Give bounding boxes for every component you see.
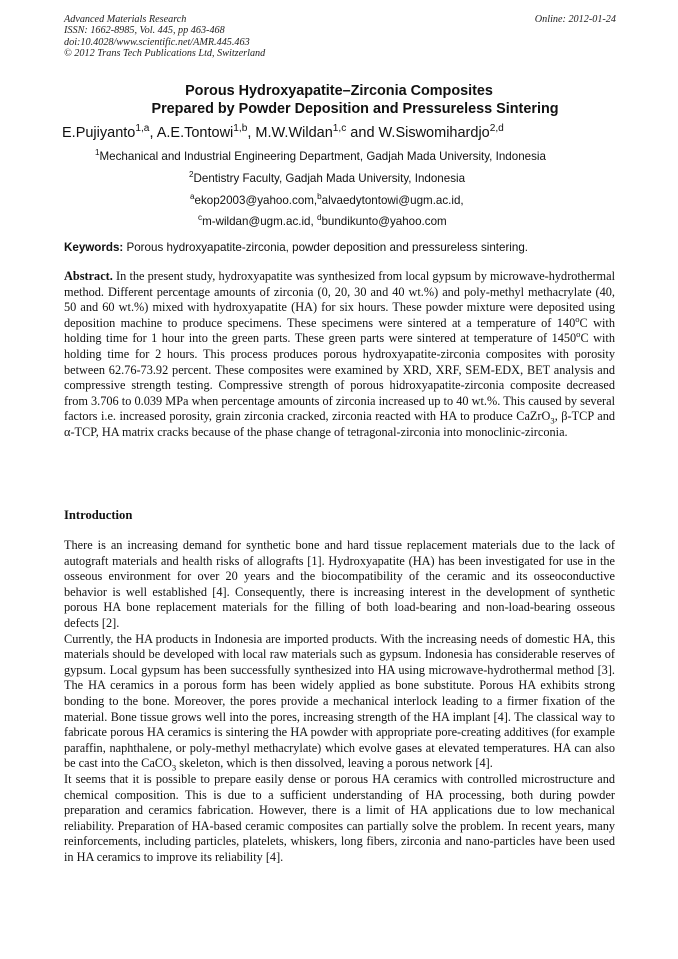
title-line-2: Prepared by Powder Deposition and Pressureless Sintering <box>151 101 559 117</box>
author-list <box>62 125 622 141</box>
introduction-heading: Introduction <box>64 508 133 522</box>
intro-paragraph-1: There is an increasing demand for synthetic bone and hard tissue replacement materials due to the lack of autograft materials and health risks of allografts [1]. Hydroxyapatite (HA) has been investigated for use in the osseous environment for over 20 years and the biocompatibility of the ceramic and its osseoconductive behavior is well established [4]. Consequently, there is increasing interest in the development of synthetic porous HA bone replacement materials for the filling of both load-bearing and non-load-bearing osseous defects [2]. <box>64 538 615 630</box>
journal-header <box>64 14 616 59</box>
author-2: A.E.Tontowi$^{1,b}$, <box>156 123 256 141</box>
keywords-text: Porous hydroxyapatite-zirconia, powder deposition and pressureless sintering. <box>123 241 528 254</box>
email-c: m-wildan@ugm.ac.id, <box>202 215 314 228</box>
abstract <box>64 269 615 441</box>
email-a: ekop2003@yahoo.com, <box>194 194 318 207</box>
doi-line: doi:10.4028/www.scientific.net/AMR.445.463 <box>64 36 250 48</box>
abstract-label: Abstract. <box>64 269 113 283</box>
intro-paragraph-3: It seems that it is possible to prepare easily dense or porous HA ceramics with controlled microstructure and chemical composition. This is due to a sufficient understanding of HA processing, both during powder preparation and ceramics fabrication. However, there is a limit of HA applications due to low mechanical reliability. Preparation of HA-based ceramic composites can partially solve the problem. In recent years, many reinforcements, including particles, platelets, whiskers, long fibers, zirconia and nano-particles have been used in HA ceramics to improve its reliability [4]. <box>64 771 615 864</box>
intro-paragraph-2: Currently, the HA products in Indonesia are imported products. With the increasing needs of domestic HA, this materials should be developed with local raw materials such as gypsum. Indonesia has considerable reserves of gypsum. Local gypsum has been successfully synthesized into HA using microwave-hydrothermal method [3]. The HA ceramics in a porous form has been widely applied as bone substitute. Porous HA exhibits strong bonding to the bone. Moreover, the pores provide a mechanical interlock leading to a firmer fixation of the material. Bone tissue grows well into the pores, increasing strength of the HA implant [4]. The classical way to fabricate porous HA ceramics is sintering the HA powder with appropriate pore-creating additives (for example paraffin, naphthalene, or poly-methyl methacrylate) which evolve gases at elevated temperatures. HA can also be cast into the CaCO$_3$ skeleton, which is then dissolved, leaving a porous network [4]. <box>64 631 615 773</box>
email-d: bundikunto@yahoo.com <box>321 215 447 228</box>
online-date: Online: 2012-01-24 <box>534 14 616 25</box>
copyright-line: © 2012 Trans Tech Publications Ltd, Switzerland <box>64 47 266 59</box>
author-1: E.Pujiyanto$^{1,a}$, <box>62 123 157 141</box>
email-line-1: $^a$ekop2003@yahoo.com,$^b$alvaedytontowi@ugm.ac.id, <box>190 192 464 207</box>
keywords-label: Keywords: <box>64 241 124 254</box>
affiliation-2: $^2$Dentistry Faculty, Gadjah Mada University, Indonesia <box>189 170 466 185</box>
affiliation-1: $^1$Mechanical and Industrial Engineering Department, Gadjah Mada University, Indonesia <box>95 148 546 163</box>
paper-title <box>64 82 614 118</box>
title-line-1: Porous Hydroxyapatite–Zirconia Composites <box>185 83 493 99</box>
journal-name: Advanced Materials Research <box>64 14 187 25</box>
author-3: M.W.Wildan$^{1,c}$ and <box>255 123 379 141</box>
email-line-2: $^c$m-wildan@ugm.ac.id, $^d$bundikunto@yahoo.com <box>198 213 447 228</box>
author-4: W.Siswomihardjo$^{2,d}$ <box>378 123 504 141</box>
email-b: alvaedytontowi@ugm.ac.id, <box>321 194 464 207</box>
keywords <box>64 241 624 254</box>
abstract-paragraph: Abstract. In the present study, hydroxyapatite was synthesized from local gypsum by microwave-hydrothermal method. Different percentage amounts of zirconia (0, 20, 30 and 40 wt.%) and poly-methyl methacrylate (40, 50 and 60 wt.%) mixed with hydroxyapatite (HA) for six hours. These powder mixture were deposited using deposition machine to produce specimens. These specimens were sintered at a temperature of 140$^o$C with holding time for 1 hour into the green parts. These green parts were sintered at temperature of 1450$^o$C with holding time for 2 hours. This process produces porous hydroxyapatite-zirconia composites with porosity between 62.76-73.92 percent. These composites were examined by XRD, XRF, SEM-EDX, BET analysis and compressive strength testing. Compressive strength of porous hidroxyapatite-zirconia composite decreased from 3.706 to 0.039 MPa when percentage amounts of zirconia increased up to 40 wt.%. This caused by several factors i.e. increased porosity, grain zirconia cracked, zirconia reacted with HA to produce CaZrO$_3$, β-TCP and α-TCP, HA matrix cracks because of the phase change of tetragonal-zirconia into monoclinic-zirconia. <box>64 269 615 439</box>
issn-line: ISSN: 1662-8985, Vol. 445, pp 463-468 <box>64 25 225 37</box>
introduction-body <box>64 538 615 865</box>
